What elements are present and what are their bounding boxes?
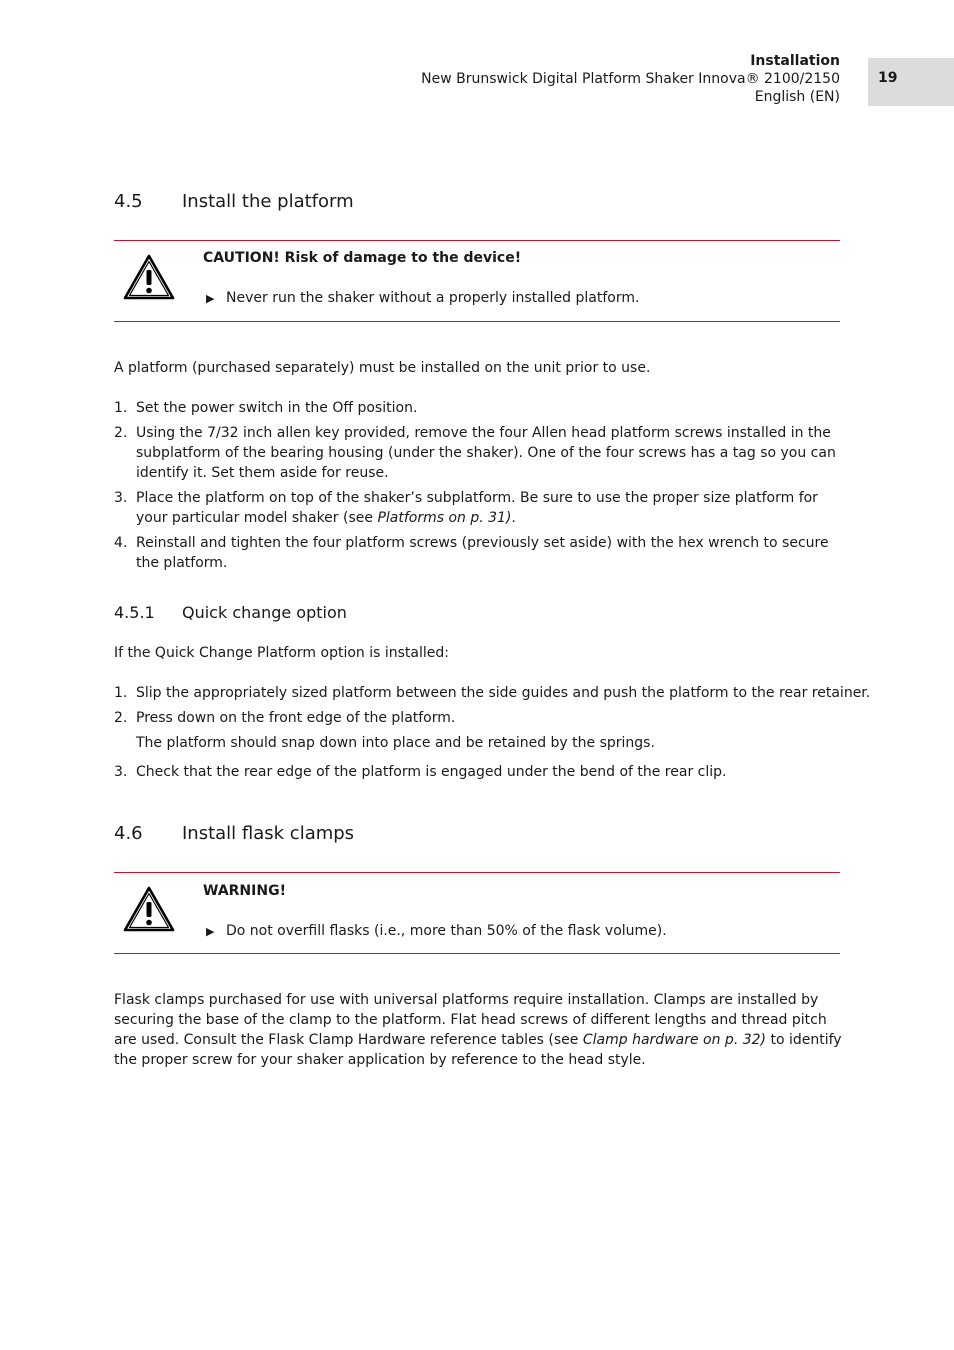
warning-triangle-icon xyxy=(122,885,176,933)
caution-bottom-rule xyxy=(114,321,840,322)
page-number: 19 xyxy=(878,70,898,86)
caution-title: CAUTION! Risk of damage to the device! xyxy=(203,250,522,266)
step-text: Slip the appropriately sized platform between the side guides and push the platform to the rear retainer. xyxy=(136,685,871,701)
section-title: Install flask clamps xyxy=(182,823,355,844)
step-number: 2. xyxy=(114,425,128,441)
caution-item: Never run the shaker without a properly installed platform. xyxy=(226,290,640,306)
list-item xyxy=(114,683,871,703)
paragraph-text-end: to identify the proper screw for your shaker application by reference to the head style. xyxy=(114,1032,842,1068)
step-number: 3. xyxy=(114,764,128,780)
warning-item: Do not overfill flasks (i.e., more than 50% of the flask volume). xyxy=(226,923,667,939)
list-item xyxy=(114,488,842,528)
section-heading-4-5 xyxy=(114,191,814,213)
caution-top-rule xyxy=(114,240,840,241)
subsection-title: Quick change option xyxy=(182,603,347,622)
list-item xyxy=(114,708,842,728)
step-result: The platform should snap down into place and be retained by the springs. xyxy=(136,735,655,751)
step-text-end: . xyxy=(511,510,516,526)
subsection-intro: If the Quick Change Platform option is installed: xyxy=(114,645,449,661)
paragraph-text: Flask clamps purchased for use with universal platforms require installation. Clamps are installed by securing the base of the clamp to the platform. Flat head screws of different lengths and thread pitch are used. Consult the Flask Clamp Hardware reference tables (see xyxy=(114,992,827,1048)
header-section: Installation xyxy=(750,53,840,69)
list-item xyxy=(114,423,842,483)
step-text: Reinstall and tighten the four platform screws (previously set aside) with the hex wrench to secure the platform. xyxy=(136,535,829,571)
section-title: Install the platform xyxy=(182,191,354,212)
page-tab xyxy=(868,58,954,106)
section-intro: A platform (purchased separately) must be installed on the unit prior to use. xyxy=(114,360,651,376)
cross-reference-link[interactable]: Platforms on p. 31) xyxy=(377,510,512,526)
bullet-arrow-icon: ▶ xyxy=(206,292,215,305)
step-text: Check that the rear edge of the platform is engaged under the bend of the rear clip. xyxy=(136,764,727,780)
step-number: 1. xyxy=(114,400,128,416)
step-text: Set the power switch in the Off position. xyxy=(136,400,418,416)
step-text xyxy=(136,488,842,528)
header-product: New Brunswick Digital Platform Shaker Innova® 2100/2150 xyxy=(421,71,840,87)
step-number: 3. xyxy=(114,490,128,506)
cross-reference-link[interactable]: Clamp hardware on p. 32) xyxy=(582,1032,766,1048)
list-item xyxy=(114,762,842,782)
section-heading-4-6 xyxy=(114,823,814,845)
step-text: Press down on the front edge of the platform. xyxy=(136,710,456,726)
step-number: 4. xyxy=(114,535,128,551)
list-item xyxy=(114,398,842,418)
subsection-number: 4.5.1 xyxy=(114,603,155,622)
warning-triangle-icon xyxy=(122,253,176,301)
subsection-heading-4-5-1 xyxy=(114,603,814,623)
step-number: 2. xyxy=(114,710,128,726)
warning-top-rule xyxy=(114,872,840,873)
step-text: Using the 7/32 inch allen key provided, remove the four Allen head platform screws installed in the subplatform of the bearing housing (under the shaker). One of the four screws has a tag so you can identify it. Set them aside for reuse. xyxy=(136,425,836,481)
step-number: 1. xyxy=(114,685,128,701)
section-number: 4.5 xyxy=(114,191,143,212)
flask-clamps-paragraph xyxy=(114,990,842,1070)
step-text-main: Place the platform on top of the shaker’s subplatform. Be sure to use the proper size platform for your particular model shaker (see xyxy=(136,490,818,526)
header-language: English (EN) xyxy=(754,89,840,105)
warning-bottom-rule xyxy=(114,953,840,954)
warning-title: WARNING! xyxy=(203,883,286,899)
list-item xyxy=(114,533,842,573)
bullet-arrow-icon: ▶ xyxy=(206,925,215,938)
section-number: 4.6 xyxy=(114,823,143,844)
